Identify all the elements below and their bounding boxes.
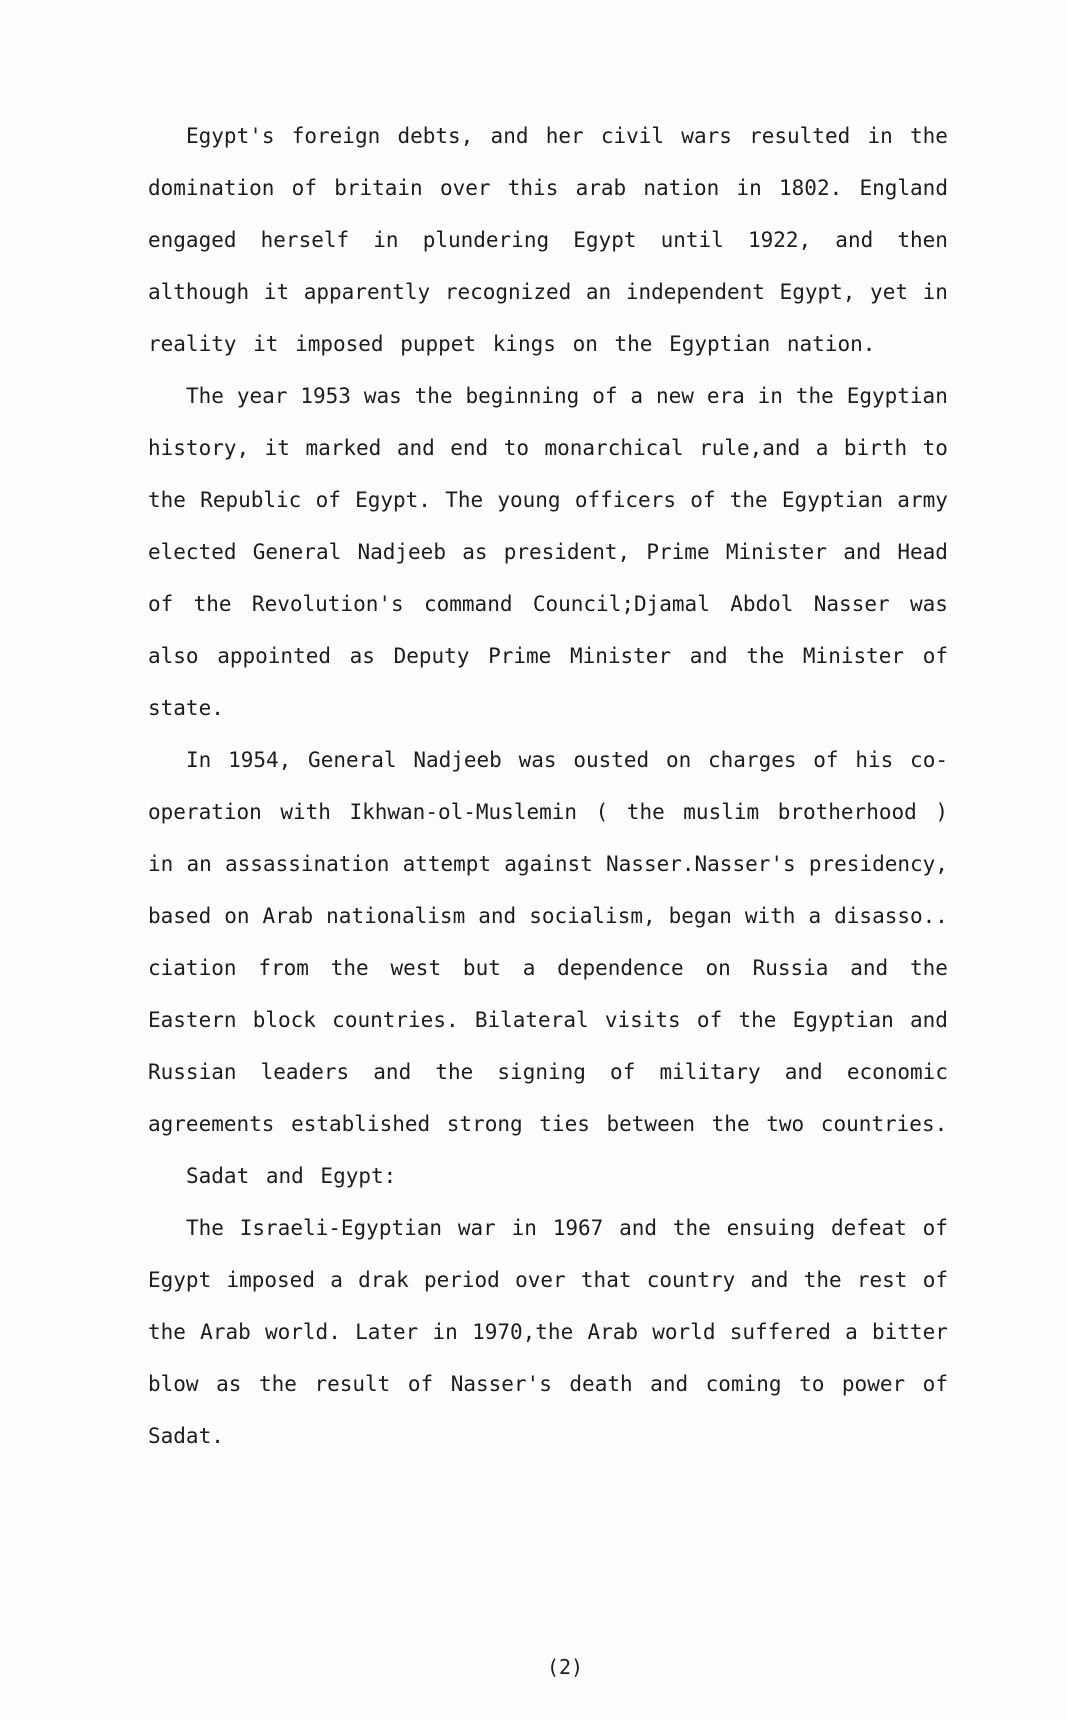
text-line: in an assassination attempt against Nasser.Nasser's presidency, bbox=[148, 852, 948, 876]
text-line: agreements established strong ties between the two countries. bbox=[148, 1112, 948, 1136]
text-line: of the Revolution's command Council;Djamal Abdol Nasser was bbox=[148, 592, 948, 616]
text-line: In 1954, General Nadjeeb was ousted on charges of his co- bbox=[186, 748, 948, 772]
text-line: based on Arab nationalism and socialism, began with a disasso.. bbox=[148, 904, 948, 928]
text-line: The year 1953 was the beginning of a new era in the Egyptian bbox=[186, 384, 948, 408]
text-line: operation with Ikhwan-ol-Muslemin ( the muslim brotherhood ) bbox=[148, 800, 948, 824]
text-line: Russian leaders and the signing of military and economic bbox=[148, 1060, 948, 1084]
text-line: history, it marked and end to monarchical rule,and a birth to bbox=[148, 436, 948, 460]
text-line: Egypt imposed a drak period over that country and the rest of bbox=[148, 1268, 948, 1292]
text-line: also appointed as Deputy Prime Minister and the Minister of bbox=[148, 644, 948, 668]
text-line: the Republic of Egypt. The young officers of the Egyptian army bbox=[148, 488, 948, 512]
text-line: reality it imposed puppet kings on the Egyptian nation. bbox=[148, 332, 876, 356]
text-line: The Israeli-Egyptian war in 1967 and the ensuing defeat of bbox=[186, 1216, 948, 1240]
text-line: ciation from the west but a dependence on Russia and the bbox=[148, 956, 948, 980]
text-line: domination of britain over this arab nation in 1802. England bbox=[148, 176, 948, 200]
text-line: Sadat and Egypt: bbox=[186, 1164, 397, 1188]
text-line: Sadat. bbox=[148, 1424, 224, 1448]
text-line: state. bbox=[148, 696, 224, 720]
text-line: Egypt's foreign debts, and her civil wars resulted in the bbox=[186, 124, 948, 148]
text-line: although it apparently recognized an independent Egypt, yet in bbox=[148, 280, 948, 304]
text-line: engaged herself in plundering Egypt until 1922, and then bbox=[148, 228, 948, 252]
page-number: (2) bbox=[546, 1655, 584, 1679]
body-text bbox=[148, 125, 948, 1477]
text-line: Eastern block countries. Bilateral visits of the Egyptian and bbox=[148, 1008, 948, 1032]
text-line: the Arab world. Later in 1970,the Arab world suffered a bitter bbox=[148, 1320, 948, 1344]
text-line: elected General Nadjeeb as president, Prime Minister and Head bbox=[148, 540, 948, 564]
text-line: blow as the result of Nasser's death and coming to power of bbox=[148, 1372, 948, 1396]
